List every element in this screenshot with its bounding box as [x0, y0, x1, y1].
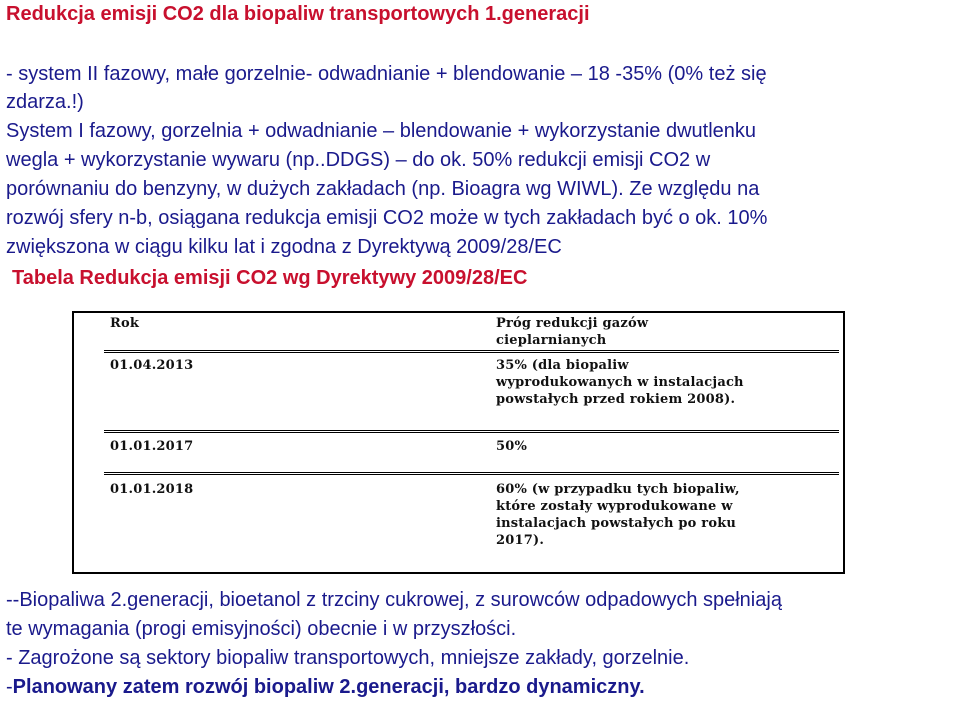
page-title: Redukcja emisji CO2 dla biopaliw transportowych 1.generacji [6, 3, 590, 25]
bullet-threatened-sectors: - Zagrożone są sektory biopaliw transportowych, mniejsze zakłady, gorzelnie. [6, 647, 690, 669]
table-divider [104, 472, 839, 475]
text-line: zwiększona w ciągu kilku lat i zgodna z Dyrektywą 2009/28/EC [6, 236, 562, 258]
text-line: zdarza.!) [6, 91, 84, 113]
table-row-value: które zostały wyprodukowane w [496, 499, 733, 514]
text-line: wegla + wykorzystanie wywaru (np..DDGS) – do ok. 50% redukcji emisji CO2 w [6, 149, 711, 171]
table-row-year: 01.04.2013 [110, 358, 194, 373]
text-line: System I fazowy, gorzelnia + odwadnianie – blendowanie + wykorzystanie dwutlenku [6, 120, 757, 142]
text-line: - system II fazowy, małe gorzelnie- odwadnianie + blendowanie – 18 -35% (0% też się [6, 63, 767, 85]
emission-reduction-table [72, 311, 845, 574]
table-row-year: 01.01.2018 [110, 482, 194, 497]
table-row-value: wyprodukowanych w instalacjach [496, 375, 744, 390]
table-row-value: 50% [496, 439, 528, 454]
table-row-year: 01.01.2017 [110, 439, 194, 454]
table-row-value: 2017). [496, 533, 545, 548]
table-row-value: powstałych przed rokiem 2008). [496, 392, 736, 407]
bullet-bold-text: Planowany zatem rozwój biopaliw 2.generacji, bardzo dynamiczny. [12, 676, 645, 698]
text-line: rozwój sfery n-b, osiągana redukcja emisji CO2 może w tych zakładach być o ok. 10% [6, 207, 768, 229]
table-header-year: Rok [110, 316, 140, 331]
bullet-second-generation: te wymagania (progi emisyjności) obecnie i w przyszłości. [6, 618, 517, 640]
text-line: porównaniu do benzyny, w dużych zakładach (np. Bioagra wg WIWL). Ze względu na [6, 178, 760, 200]
bullet-planned-development [6, 673, 645, 702]
table-header-threshold: Próg redukcji gazów [496, 316, 649, 331]
table-header-threshold: cieplarnianych [496, 333, 607, 348]
table-caption: Tabela Redukcja emisji CO2 wg Dyrektywy 2009/28/EC [12, 267, 528, 289]
bullet-dash: - [6, 676, 13, 698]
table-divider [104, 350, 839, 353]
table-row-value: 35% (dla biopaliw [496, 358, 629, 373]
bullet-second-generation: --Biopaliwa 2.generacji, bioetanol z trzciny cukrowej, z surowców odpadowych spełniają [6, 589, 782, 611]
table-divider [104, 430, 839, 433]
table-row-value: instalacjach powstałych po roku [496, 516, 737, 531]
table-row-value: 60% (w przypadku tych biopaliw, [496, 482, 740, 497]
